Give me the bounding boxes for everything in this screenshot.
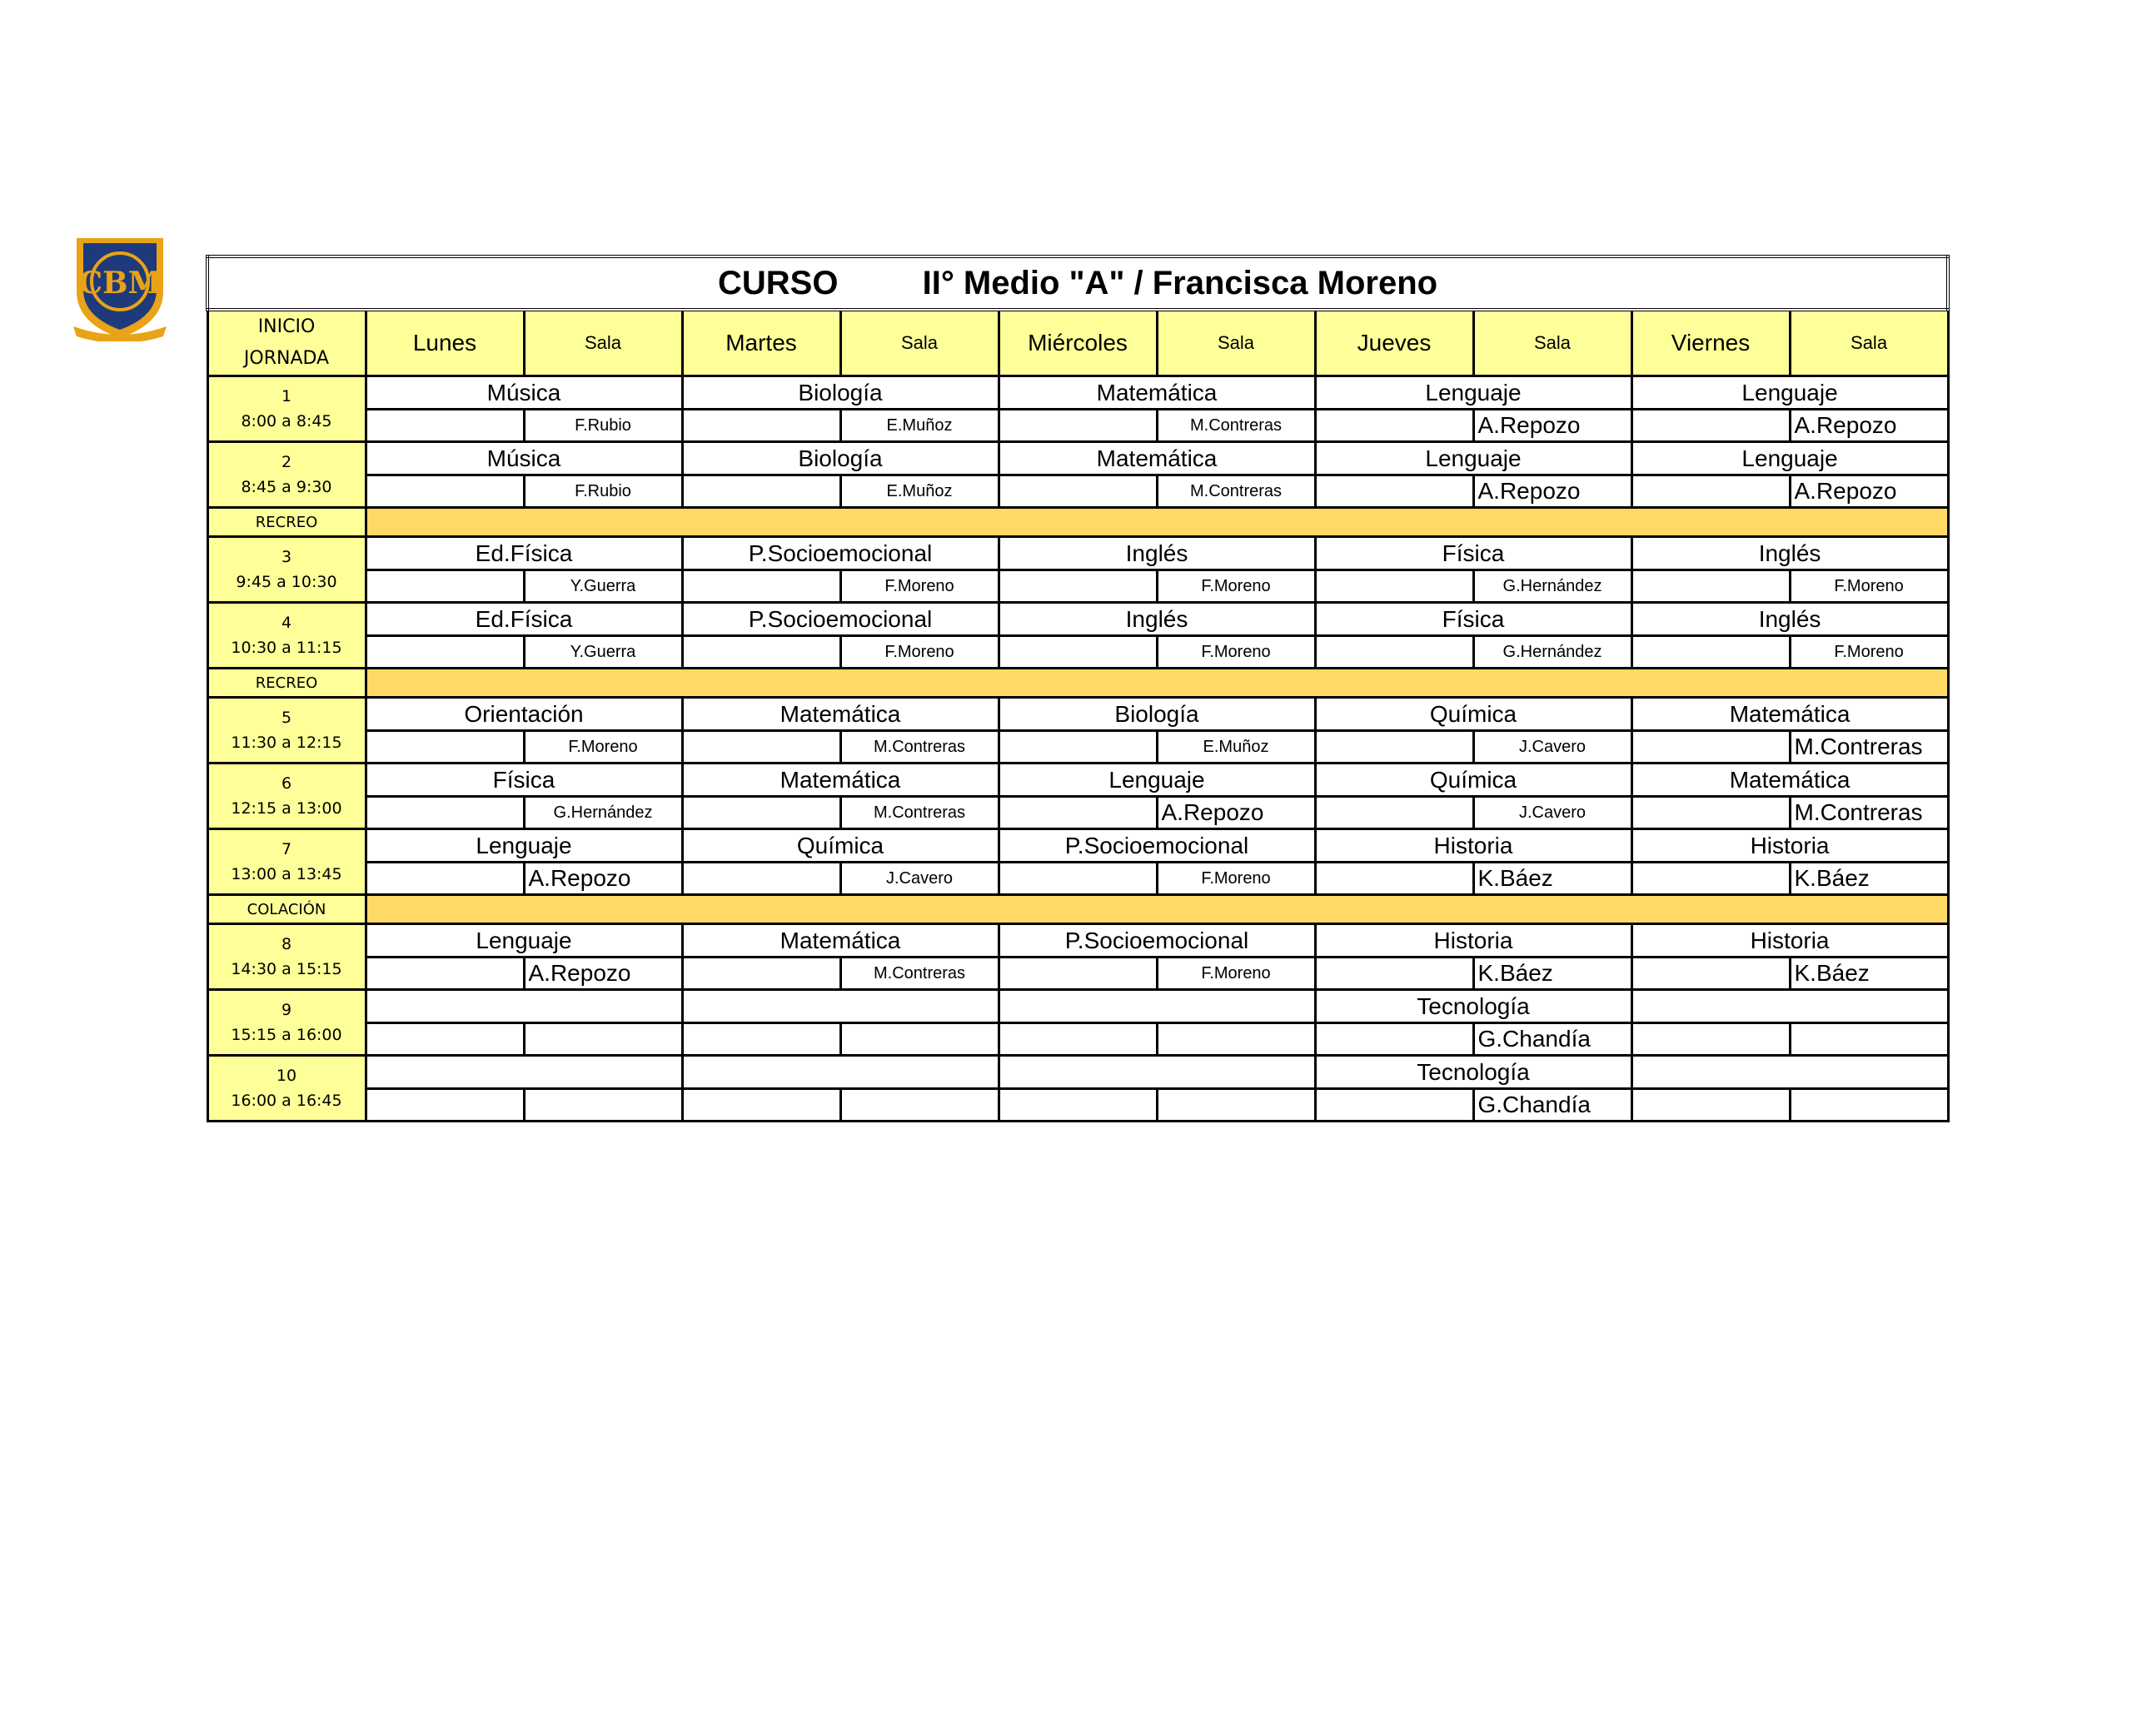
block-subject-row — [207, 990, 1948, 1023]
inicio-jornada-header — [207, 310, 366, 376]
teacher-cell: G.Chandía — [1473, 1023, 1631, 1056]
subject-cell: Ed.Física — [366, 603, 682, 636]
empty-cell — [1315, 636, 1473, 669]
block-teacher-row — [207, 636, 1948, 669]
block-number: 4 — [281, 614, 292, 632]
empty-cell — [366, 1023, 524, 1056]
block-subject-row — [207, 537, 1948, 570]
subject-cell: P.Socioemocional — [999, 829, 1315, 863]
teacher-cell: A.Repozo — [1790, 410, 1948, 442]
teacher-cell: F.Rubio — [524, 475, 682, 508]
teacher-cell: F.Moreno — [840, 570, 999, 603]
subject-cell: Lenguaje — [1315, 442, 1631, 475]
teacher-cell: M.Contreras — [840, 958, 999, 990]
subject-cell: Química — [1315, 764, 1631, 797]
empty-cell — [366, 410, 524, 442]
teacher-cell: M.Contreras — [1790, 797, 1948, 829]
teacher-cell: Y.Guerra — [524, 570, 682, 603]
sala-header-3: Sala — [1473, 310, 1631, 376]
subject-cell: Biología — [999, 698, 1315, 731]
subject-cell: Música — [366, 442, 682, 475]
subject-cell: Lenguaje — [1315, 376, 1631, 410]
empty-cell — [682, 570, 840, 603]
empty-cell — [1631, 1023, 1790, 1056]
teacher-cell: M.Contreras — [1790, 731, 1948, 764]
block-number: 9 — [281, 1001, 292, 1019]
empty-cell — [1631, 636, 1790, 669]
empty-cell — [1631, 958, 1790, 990]
block-label-cell — [207, 376, 366, 442]
block-label-cell — [207, 990, 366, 1056]
break-band — [366, 508, 1948, 537]
block-subject-row — [207, 442, 1948, 475]
teacher-cell: F.Moreno — [524, 731, 682, 764]
block-teacher-row — [207, 1089, 1948, 1122]
teacher-cell: Y.Guerra — [524, 636, 682, 669]
empty-cell — [1315, 958, 1473, 990]
empty-cell — [999, 410, 1157, 442]
empty-cell — [999, 731, 1157, 764]
teacher-cell: M.Contreras — [1157, 410, 1315, 442]
teacher-cell — [1157, 1023, 1315, 1056]
break-row — [207, 669, 1948, 698]
teacher-cell: J.Cavero — [1473, 731, 1631, 764]
block-teacher-row — [207, 863, 1948, 895]
block-number: 1 — [281, 387, 292, 405]
block-teacher-row — [207, 731, 1948, 764]
empty-cell — [366, 1089, 524, 1122]
day-header-1: Martes — [682, 310, 840, 376]
teacher-cell: K.Báez — [1473, 863, 1631, 895]
subject-cell: Historia — [1631, 829, 1948, 863]
block-number: 7 — [281, 840, 292, 858]
teacher-cell: M.Contreras — [840, 797, 999, 829]
teacher-cell: K.Báez — [1790, 863, 1948, 895]
block-number: 6 — [281, 774, 292, 793]
empty-cell — [1631, 475, 1790, 508]
empty-cell — [1631, 797, 1790, 829]
subject-cell: Matemática — [682, 698, 999, 731]
block-teacher-row — [207, 797, 1948, 829]
subject-cell: Matemática — [999, 376, 1315, 410]
teacher-cell: G.Hernández — [1473, 570, 1631, 603]
empty-cell — [999, 863, 1157, 895]
subject-cell: Historia — [1315, 924, 1631, 958]
teacher-cell — [1790, 1023, 1948, 1056]
teacher-cell: F.Moreno — [1157, 958, 1315, 990]
subject-cell — [682, 990, 999, 1023]
subject-cell: P.Socioemocional — [682, 603, 999, 636]
empty-cell — [682, 958, 840, 990]
break-band — [366, 669, 1948, 698]
empty-cell — [682, 731, 840, 764]
empty-cell — [366, 863, 524, 895]
block-label-cell — [207, 1056, 366, 1122]
block-time: 12:15 a 13:00 — [231, 799, 342, 818]
teacher-cell — [1157, 1089, 1315, 1122]
block-label-cell — [207, 442, 366, 508]
teacher-cell — [524, 1023, 682, 1056]
course-name: II° Medio "A" / Francisca Moreno — [922, 264, 1438, 301]
course-label: CURSO — [718, 264, 839, 301]
subject-cell: P.Socioemocional — [682, 537, 999, 570]
empty-cell — [1315, 863, 1473, 895]
subject-cell: Tecnología — [1315, 990, 1631, 1023]
crest-monogram: CBM — [78, 266, 162, 301]
block-teacher-row — [207, 570, 1948, 603]
teacher-cell: K.Báez — [1473, 958, 1631, 990]
teacher-cell — [524, 1089, 682, 1122]
empty-cell — [1315, 570, 1473, 603]
subject-cell — [999, 990, 1315, 1023]
sala-header-1: Sala — [840, 310, 999, 376]
block-time: 10:30 a 11:15 — [231, 639, 342, 657]
block-label-cell — [207, 764, 366, 829]
block-label-cell — [207, 829, 366, 895]
teacher-cell: M.Contreras — [840, 731, 999, 764]
subject-cell: P.Socioemocional — [999, 924, 1315, 958]
empty-cell — [1315, 1023, 1473, 1056]
teacher-cell: F.Moreno — [1790, 570, 1948, 603]
teacher-cell: A.Repozo — [1790, 475, 1948, 508]
block-time: 13:00 a 13:45 — [231, 865, 342, 883]
empty-cell — [682, 797, 840, 829]
school-crest-icon — [70, 233, 170, 341]
teacher-cell — [840, 1023, 999, 1056]
subject-cell: Física — [1315, 603, 1631, 636]
subject-cell: Matemática — [682, 924, 999, 958]
sala-header-4: Sala — [1790, 310, 1948, 376]
block-subject-row — [207, 1056, 1948, 1089]
teacher-cell: G.Hernández — [524, 797, 682, 829]
block-time: 15:15 a 16:00 — [231, 1026, 342, 1044]
block-teacher-row — [207, 958, 1948, 990]
empty-cell — [366, 636, 524, 669]
block-label-cell — [207, 603, 366, 669]
jornada-label: JORNADA — [243, 348, 330, 369]
subject-cell — [366, 990, 682, 1023]
inicio-label: INICIO — [257, 316, 316, 337]
teacher-cell — [1790, 1089, 1948, 1122]
subject-cell: Biología — [682, 442, 999, 475]
teacher-cell: F.Rubio — [524, 410, 682, 442]
empty-cell — [999, 1089, 1157, 1122]
empty-cell — [999, 797, 1157, 829]
block-time: 8:45 a 9:30 — [241, 478, 332, 496]
break-label: COLACIÓN — [207, 895, 366, 924]
subject-cell: Física — [366, 764, 682, 797]
empty-cell — [366, 570, 524, 603]
empty-cell — [1315, 475, 1473, 508]
empty-cell — [366, 731, 524, 764]
empty-cell — [682, 1089, 840, 1122]
subject-cell — [366, 1056, 682, 1089]
teacher-cell: F.Moreno — [840, 636, 999, 669]
block-label-cell — [207, 537, 366, 603]
subject-cell: Física — [1315, 537, 1631, 570]
block-number: 8 — [281, 935, 292, 953]
subject-cell: Música — [366, 376, 682, 410]
sala-header-0: Sala — [524, 310, 682, 376]
teacher-cell: E.Muñoz — [840, 410, 999, 442]
teacher-cell: K.Báez — [1790, 958, 1948, 990]
teacher-cell: F.Moreno — [1157, 636, 1315, 669]
subject-cell: Historia — [1315, 829, 1631, 863]
day-header-0: Lunes — [366, 310, 524, 376]
empty-cell — [1315, 731, 1473, 764]
block-time: 11:30 a 12:15 — [231, 734, 342, 752]
empty-cell — [1631, 863, 1790, 895]
subject-cell — [999, 1056, 1315, 1089]
empty-cell — [1315, 797, 1473, 829]
block-subject-row — [207, 376, 1948, 410]
empty-cell — [366, 475, 524, 508]
subject-cell — [1631, 1056, 1948, 1089]
block-label-cell — [207, 698, 366, 764]
day-header-2: Miércoles — [999, 310, 1157, 376]
subject-cell: Matemática — [682, 764, 999, 797]
teacher-cell: J.Cavero — [1473, 797, 1631, 829]
subject-cell: Inglés — [999, 603, 1315, 636]
block-subject-row — [207, 764, 1948, 797]
subject-cell: Orientación — [366, 698, 682, 731]
teacher-cell: G.Chandía — [1473, 1089, 1631, 1122]
subject-cell: Química — [682, 829, 999, 863]
break-band — [366, 895, 1948, 924]
block-time: 8:00 a 8:45 — [241, 412, 332, 430]
subject-cell: Química — [1315, 698, 1631, 731]
subject-cell: Lenguaje — [1631, 376, 1948, 410]
teacher-cell: J.Cavero — [840, 863, 999, 895]
subject-cell: Biología — [682, 376, 999, 410]
empty-cell — [1315, 1089, 1473, 1122]
subject-cell — [1631, 990, 1948, 1023]
teacher-cell: F.Moreno — [1157, 863, 1315, 895]
title-cell — [207, 256, 1948, 310]
break-label: RECREO — [207, 508, 366, 537]
subject-cell: Matemática — [1631, 764, 1948, 797]
teacher-cell: F.Moreno — [1157, 570, 1315, 603]
empty-cell — [682, 475, 840, 508]
empty-cell — [999, 570, 1157, 603]
subject-cell: Tecnología — [1315, 1056, 1631, 1089]
empty-cell — [682, 410, 840, 442]
block-time: 9:45 a 10:30 — [236, 573, 337, 591]
block-label-cell — [207, 924, 366, 990]
block-number: 5 — [281, 709, 292, 727]
empty-cell — [999, 1023, 1157, 1056]
empty-cell — [999, 475, 1157, 508]
block-number: 10 — [276, 1067, 297, 1085]
break-row — [207, 508, 1948, 537]
teacher-cell — [840, 1089, 999, 1122]
empty-cell — [999, 636, 1157, 669]
block-subject-row — [207, 603, 1948, 636]
teacher-cell: E.Muñoz — [840, 475, 999, 508]
block-teacher-row — [207, 1023, 1948, 1056]
sala-header-2: Sala — [1157, 310, 1315, 376]
teacher-cell: A.Repozo — [524, 958, 682, 990]
empty-cell — [999, 958, 1157, 990]
subject-cell: Matemática — [999, 442, 1315, 475]
empty-cell — [682, 636, 840, 669]
teacher-cell: A.Repozo — [524, 863, 682, 895]
empty-cell — [1631, 1089, 1790, 1122]
subject-cell: Inglés — [999, 537, 1315, 570]
teacher-cell: M.Contreras — [1157, 475, 1315, 508]
day-header-4: Viernes — [1631, 310, 1790, 376]
teacher-cell: A.Repozo — [1473, 475, 1631, 508]
empty-cell — [366, 958, 524, 990]
block-subject-row — [207, 829, 1948, 863]
teacher-cell: A.Repozo — [1473, 410, 1631, 442]
break-row — [207, 895, 1948, 924]
block-number: 3 — [281, 548, 292, 566]
subject-cell: Lenguaje — [999, 764, 1315, 797]
empty-cell — [366, 797, 524, 829]
break-label: RECREO — [207, 669, 366, 698]
subject-cell: Ed.Física — [366, 537, 682, 570]
block-number: 2 — [281, 453, 292, 471]
title-row — [207, 256, 1948, 310]
subject-cell: Matemática — [1631, 698, 1948, 731]
block-teacher-row — [207, 475, 1948, 508]
block-subject-row — [207, 698, 1948, 731]
subject-cell: Inglés — [1631, 537, 1948, 570]
teacher-cell: A.Repozo — [1157, 797, 1315, 829]
block-subject-row — [207, 924, 1948, 958]
schedule-table — [206, 255, 1950, 1122]
empty-cell — [682, 1023, 840, 1056]
teacher-cell: F.Moreno — [1790, 636, 1948, 669]
empty-cell — [1315, 410, 1473, 442]
subject-cell: Inglés — [1631, 603, 1948, 636]
subject-cell: Lenguaje — [366, 829, 682, 863]
subject-cell: Lenguaje — [1631, 442, 1948, 475]
subject-cell: Historia — [1631, 924, 1948, 958]
subject-cell — [682, 1056, 999, 1089]
day-header-3: Jueves — [1315, 310, 1473, 376]
empty-cell — [1631, 731, 1790, 764]
teacher-cell: E.Muñoz — [1157, 731, 1315, 764]
block-time: 14:30 a 15:15 — [231, 960, 342, 978]
block-teacher-row — [207, 410, 1948, 442]
header-row — [207, 310, 1948, 376]
subject-cell: Lenguaje — [366, 924, 682, 958]
teacher-cell: G.Hernández — [1473, 636, 1631, 669]
empty-cell — [682, 863, 840, 895]
block-time: 16:00 a 16:45 — [231, 1092, 342, 1110]
empty-cell — [1631, 410, 1790, 442]
empty-cell — [1631, 570, 1790, 603]
